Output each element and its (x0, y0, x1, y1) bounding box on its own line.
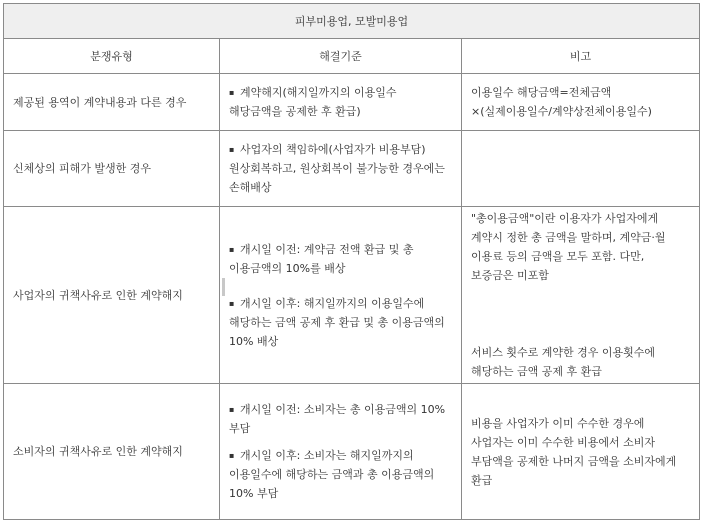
table-header-row (4, 39, 700, 74)
note-text: 이용일수 해당금액=전체금액×(실제이용일수/계약상전체이용일수) (471, 86, 652, 118)
table-title: 피부미용업, 모발미용업 (4, 4, 700, 39)
dispute-type-text: 소비자의 귀책사유로 인한 계약해지 (13, 445, 183, 458)
bullet-square-icon: ▪ (229, 145, 235, 154)
criteria-cell (220, 384, 462, 520)
note-cell (462, 384, 700, 520)
bullet-square-icon: ▪ (229, 244, 235, 254)
dispute-type-text: 사업자의 귀책사유로 인한 계약해지 (13, 288, 183, 302)
note-text: 비용을 사업자가 이미 수수한 경우에 사업자는 이미 수수한 비용에서 소비자 부담액을 공제한 나머지 금액을 소비자에게 환급 (471, 416, 677, 487)
table-row (4, 207, 700, 384)
criteria-cell (220, 74, 462, 131)
table-row (4, 74, 700, 131)
note-cell (462, 131, 700, 207)
criteria-item: ▪ 개시일 이후: 해지일까지의 이용일수에 해당하는 금액 공제 후 환급 및 총 이용금액의 10% 배상 (229, 294, 452, 351)
header-dispute-type: 분쟁유형 (4, 39, 220, 74)
dispute-type-text: 신체상의 피해가 발생한 경우 (13, 162, 152, 175)
bullet-square-icon: ▪ (229, 298, 235, 308)
bullet-square-icon: ▪ (229, 88, 235, 97)
criteria-item: ▪ 개시일 이후: 소비자는 해지일까지의 이용일수에 해당하는 금액과 총 이용금액의 10% 부담 (229, 446, 452, 503)
criteria-item: ▪ 계약해지(해지일까지의 이용일수 해당금액을 공제한 후 환급) (229, 83, 452, 121)
dispute-type-text: 제공된 용역이 계약내용과 다른 경우 (13, 95, 187, 109)
dispute-type-cell (4, 74, 220, 131)
bullet-square-icon: ▪ (229, 405, 235, 414)
note-text: 서비스 횟수로 계약한 경우 이용횟수에 해당하는 금액 공제 후 환급 (471, 346, 656, 378)
dispute-resolution-table (3, 3, 700, 520)
dispute-type-cell (4, 131, 220, 207)
header-resolution-criteria: 해결기준 (220, 39, 462, 74)
note-text: "총이용금액"이란 이용자가 사업자에게 계약시 정한 총 금액을 말하며, 계약금·월 이용료 등의 금액을 모두 포함. 다만, 보증금은 미포함 (471, 212, 666, 282)
criteria-item: ▪ 사업자의 책임하에(사업자가 비용부담) 원상회복하고, 원상회복이 불가능한 경우에는 손해배상 (229, 140, 452, 197)
criteria-item: ▪ 개시일 이전: 소비자는 총 이용금액의 10% 부담 (229, 400, 452, 438)
dispute-type-cell (4, 384, 220, 520)
dispute-type-cell (4, 207, 220, 384)
note-cell (462, 207, 700, 384)
text-cursor-marker (222, 278, 225, 296)
criteria-cell (220, 131, 462, 207)
table-title-row (4, 4, 700, 39)
criteria-item: ▪ 개시일 이전: 계약금 전액 환급 및 총 이용금액의 10%를 배상 (229, 240, 452, 278)
note-cell (462, 74, 700, 131)
criteria-cell (220, 207, 462, 384)
bullet-square-icon: ▪ (229, 451, 235, 460)
table-row (4, 384, 700, 520)
table-row (4, 131, 700, 207)
header-remarks: 비고 (462, 39, 700, 74)
